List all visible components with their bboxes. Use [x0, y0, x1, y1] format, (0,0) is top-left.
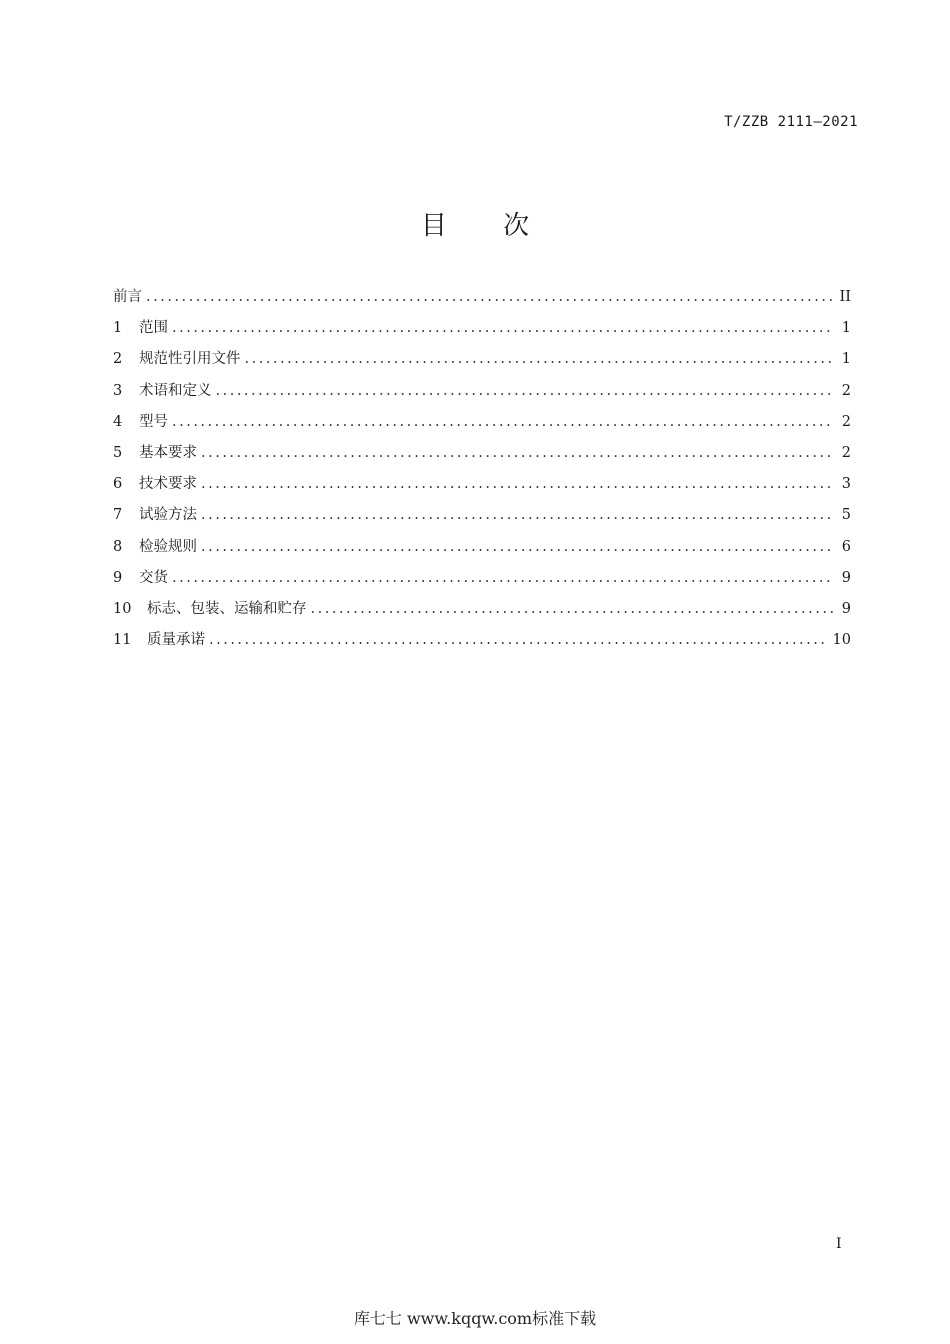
toc-entry-delivery[interactable]: [113, 566, 851, 597]
toc-entry-number: 4: [113, 413, 123, 430]
toc-entry-page: 2: [841, 382, 851, 399]
toc-entry-page: 2: [841, 413, 851, 430]
toc-entry-number: 2: [113, 351, 123, 368]
toc-dot-leader: [172, 410, 833, 434]
toc-dot-leader: [172, 316, 833, 340]
toc-entry-number: 6: [113, 476, 123, 493]
toc-entry-page: 6: [841, 538, 851, 555]
toc-entry-test-methods[interactable]: [113, 503, 851, 534]
toc-entry-page: II: [839, 289, 851, 305]
toc-entry-number: 3: [113, 382, 123, 399]
toc-entry-scope[interactable]: [113, 316, 851, 347]
toc-entry-label: 交货: [139, 569, 168, 586]
toc-entry-page: 2: [841, 444, 851, 461]
toc-entry-foreword[interactable]: [113, 285, 851, 316]
toc-entry-page: 10: [832, 632, 851, 649]
toc-entry-page: 5: [841, 507, 851, 524]
toc-entry-model[interactable]: [113, 410, 851, 441]
table-of-contents: [113, 285, 851, 659]
toc-entry-number: 1: [113, 320, 123, 337]
toc-dot-leader: [201, 472, 833, 496]
toc-dot-leader: [201, 535, 833, 559]
standard-code: T/ZZB 2111—2021: [724, 114, 858, 130]
toc-entry-number: 7: [113, 507, 123, 524]
toc-dot-leader: [209, 628, 827, 652]
toc-entry-label: 技术要求: [139, 476, 197, 493]
toc-entry-label: 标志、包装、运输和贮存: [147, 600, 307, 617]
toc-entry-number: 5: [113, 444, 123, 461]
toc-entry-quality-commitment[interactable]: [113, 628, 851, 659]
page-number: I: [836, 1236, 842, 1252]
toc-entry-page: 9: [841, 569, 851, 586]
toc-dot-leader: [146, 285, 833, 309]
toc-title: 目 次: [420, 211, 554, 241]
toc-entry-label: 术语和定义: [139, 382, 212, 399]
toc-entry-number: 10: [113, 600, 132, 617]
toc-entry-page: 9: [841, 600, 851, 617]
toc-entry-page: 3: [841, 476, 851, 493]
toc-entry-inspection-rules[interactable]: [113, 535, 851, 566]
toc-dot-leader: [172, 566, 833, 590]
toc-entry-technical-requirements[interactable]: [113, 472, 851, 503]
toc-entry-basic-requirements[interactable]: [113, 441, 851, 472]
toc-entry-label: 基本要求: [139, 444, 197, 461]
toc-entry-terms-definitions[interactable]: [113, 379, 851, 410]
footer-watermark: 库七七 www.kqqw.com标准下载: [353, 1309, 597, 1328]
toc-entry-label: 试验方法: [139, 507, 197, 524]
toc-dot-leader: [311, 597, 834, 621]
toc-entry-label: 检验规则: [139, 538, 197, 555]
toc-entry-page: 1: [841, 320, 851, 337]
toc-entry-page: 1: [841, 351, 851, 368]
toc-dot-leader: [245, 347, 834, 371]
toc-entry-label: 型号: [139, 413, 168, 430]
toc-entry-label: 前言: [113, 289, 142, 305]
toc-entry-label: 规范性引用文件: [139, 351, 241, 368]
toc-dot-leader: [201, 441, 833, 465]
toc-entry-number: 8: [113, 538, 123, 555]
toc-dot-leader: [201, 503, 833, 527]
toc-dot-leader: [216, 379, 834, 403]
toc-entry-label: 质量承诺: [147, 632, 205, 649]
toc-entry-number: 11: [113, 632, 132, 649]
toc-entry-marking-packaging[interactable]: [113, 597, 851, 628]
toc-entry-label: 范围: [139, 320, 168, 337]
toc-entry-normative-references[interactable]: [113, 347, 851, 378]
toc-entry-number: 9: [113, 569, 123, 586]
